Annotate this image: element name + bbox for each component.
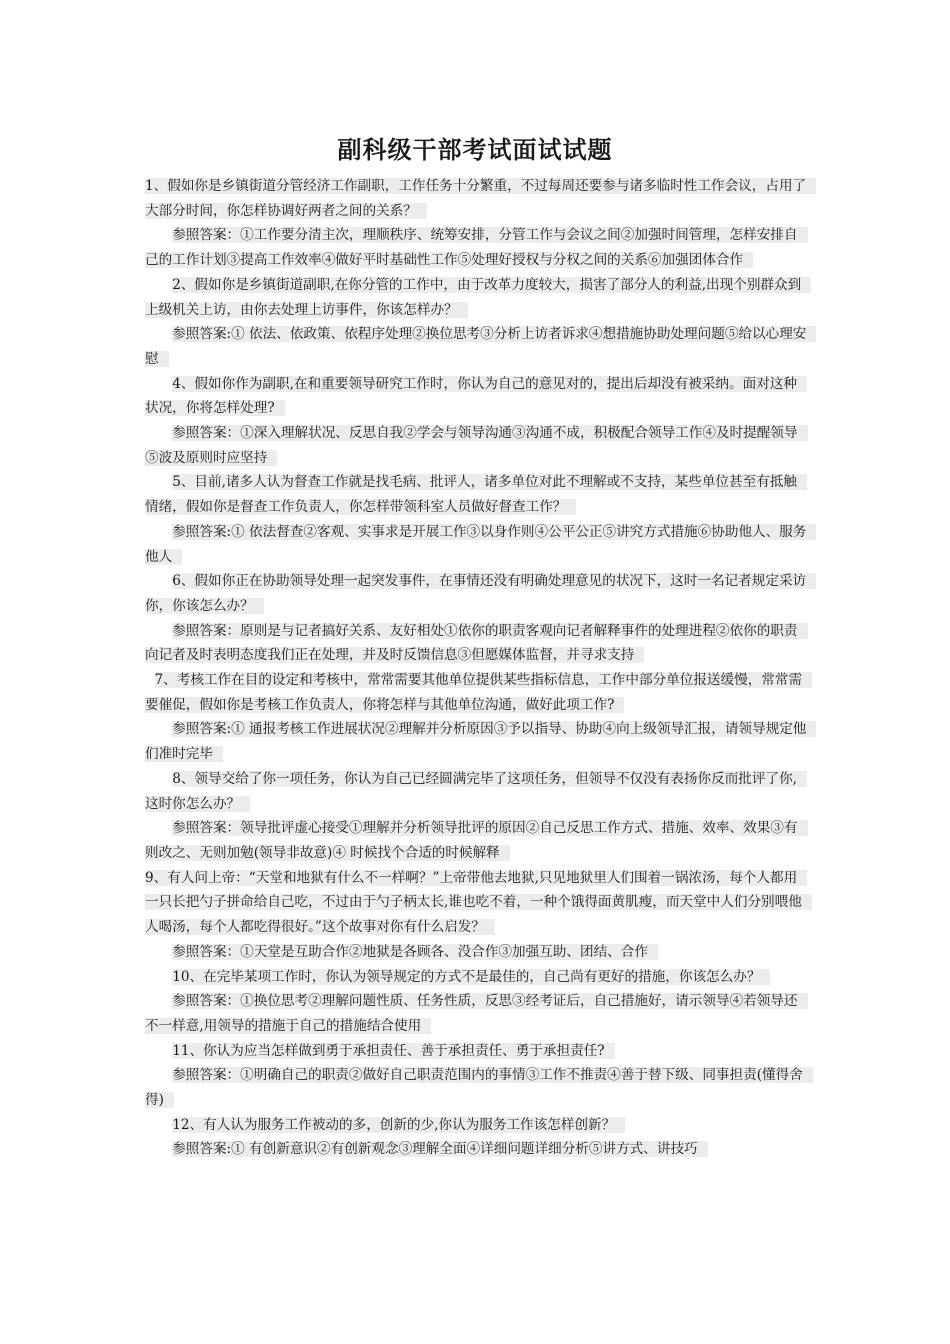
paragraph-text: 参照答案：①工作要分清主次，理顺秩序、统筹安排，分管工作与会议之间②加强时间管理，怎样安排自己的工作计划③提高工作效率④做好平时基础性工作⑤处理好授权与分权之间的关系⑥加强团体合作 [145,227,808,268]
paragraph-text: 10、在完毕某项工作时，你认为领导规定的方式不是最佳的，自己尚有更好的措施，你该怎么办？ [172,969,770,985]
document-paragraph [145,1137,807,1162]
document-paragraph [145,470,807,519]
document-paragraph [145,668,807,717]
document-paragraph [145,1039,807,1064]
document-paragraph [145,989,807,1038]
paragraph-text: 参照答案:① 依法督查②客观、实事求是开展工作③以身作则④公平公正⑤讲究方式措施⑥协助他人、服务他人 [145,524,816,565]
document-paragraph [145,322,807,371]
paragraph-text: 参照答案:① 通报考核工作进展状况②理解并分析原因③予以指导、协助④向上级领导汇报，请领导规定他们准时完毕 [145,721,816,762]
document-paragraph [145,520,807,569]
document-paragraph [145,767,807,816]
paragraph-text: 参照答案：①深入理解状况、反思自我②学会与领导沟通③沟通不成，积极配合领导工作④及时提醒领导⑤波及原则时应坚持 [145,425,808,466]
paragraph-text: 参照答案：①天堂是互助合作②地狱是各顾各、没合作③加强互助、团结、合作 [172,944,658,960]
document-paragraph [145,717,807,766]
paragraph-text: 6、假如你正在协助领导处理一起突发事件，在事情还没有明确处理意见的状况下，这时一名记者规定采访你，你该怎么办？ [145,573,816,614]
document-paragraph [145,940,807,965]
document-paragraph [145,372,807,421]
paragraph-text: 参照答案:① 有创新意识②有创新观念③理解全面④详细问题详细分析⑤讲方式、讲技巧 [172,1141,707,1157]
paragraph-text: 11、你认为应当怎样做到勇于承担责任、善于承担责任、勇于承担责任? [172,1043,614,1059]
paragraph-text: 8、领导交给了你一项任务，你认为自己已经圆满完毕了这项任务，但领导不仅没有表扬你反而批评了你,这时你怎么办？ [145,771,807,812]
paragraph-text: 2、假如你是乡镇街道副职,在你分管的工作中，由于改革力度较大，损害了部分人的利益,出现个别群众到上级机关上访，由你去处理上访事件，你该怎样办？ [145,277,811,318]
paragraph-text: 1、假如你是乡镇街道分管经济工作副职，工作任务十分繁重，不过每周还要参与诸多临时性工作会议，占用了大部分时间，你怎样协调好两者之间的关系？ [145,178,816,219]
paragraph-text: 5、目前,诸多人认为督查工作就是找毛病、批评人，诸多单位对此不理解或不支持，某些单位甚至有抵触情绪，假如你是督查工作负责人，你怎样带领科室人员做好督查工作？ [145,474,807,515]
paragraph-text: 12、有人认为服务工作被动的多，创新的少,你认为服务工作该怎样创新？ [172,1117,625,1133]
paragraph-text: 7、考核工作在目的设定和考核中，常常需要其他单位提供某些指标信息，工作中部分单位报送缓慢，常常需要催促，假如你是考核工作负责人，你将怎样与其他单位沟通，做好此项工作? [145,672,812,713]
paragraph-text: 9、有人问上帝：“天堂和地狱有什么不一样啊？”上帝带他去地狱,只见地狱里人们围着一锅浓汤，每个人都用一只长把勺子拼命给自己吃，不过由于勺子柄太长,谁也吃不着，一种个饿得面黄肌瘦，而天堂中人们分别喂他人喝汤，每个人都吃得很好。”这个故事对你有什么启发？ [145,870,812,935]
document-paragraph [145,223,807,272]
document-paragraph [145,569,807,618]
document-paragraph [145,1113,807,1138]
document-paragraph [145,816,807,865]
paragraph-text: 参照答案：①明确自己的职责②做好自己职责范围内的事情③工作不推责④善于替下级、同事担责(懂得舍得) [145,1067,813,1108]
paragraph-text: 4、假如你作为副职,在和重要领导研究工作时，你认为自己的意见对的，提出后却没有被采纳。面对这种状况，你将怎样处理? [145,376,807,417]
document-paragraph [145,174,807,223]
paragraph-text: 参照答案：领导批评虚心接受①理解并分析领导批评的原因②自己反思工作方式、措施、效率、效果③有则改之、无则加勉(领导非故意)④ 时候找个合适的时候解释 [145,820,808,861]
paragraph-text: 参照答案：①换位思考②理解问题性质、任务性质，反思③经考证后，自己措施好，请示领导④若领导还不一样意,用领导的措施于自己的措施结合使用 [145,993,808,1034]
document-paragraph [145,965,807,990]
document-paragraph [145,619,807,668]
document-paragraph [145,273,807,322]
page-title: 副科级干部考试面试试题 [337,135,613,164]
paragraph-text: 参照答案：原则是与记者搞好关系、友好相处①依你的职责客观向记者解释事件的处理进程②依你的职责向记者及时表明态度我们正在处理，并及时反馈信息③但愿媒体监督，并寻求支持 [145,623,808,664]
document-paragraph [145,866,807,940]
document-paragraph [145,1063,807,1112]
paragraph-text: 参照答案:① 依法、依政策、依程序处理②换位思考③分析上访者诉求④想措施协助处理问题⑤给以心理安慰 [145,326,816,367]
document-paragraph [145,421,807,470]
document-body [145,174,807,1162]
